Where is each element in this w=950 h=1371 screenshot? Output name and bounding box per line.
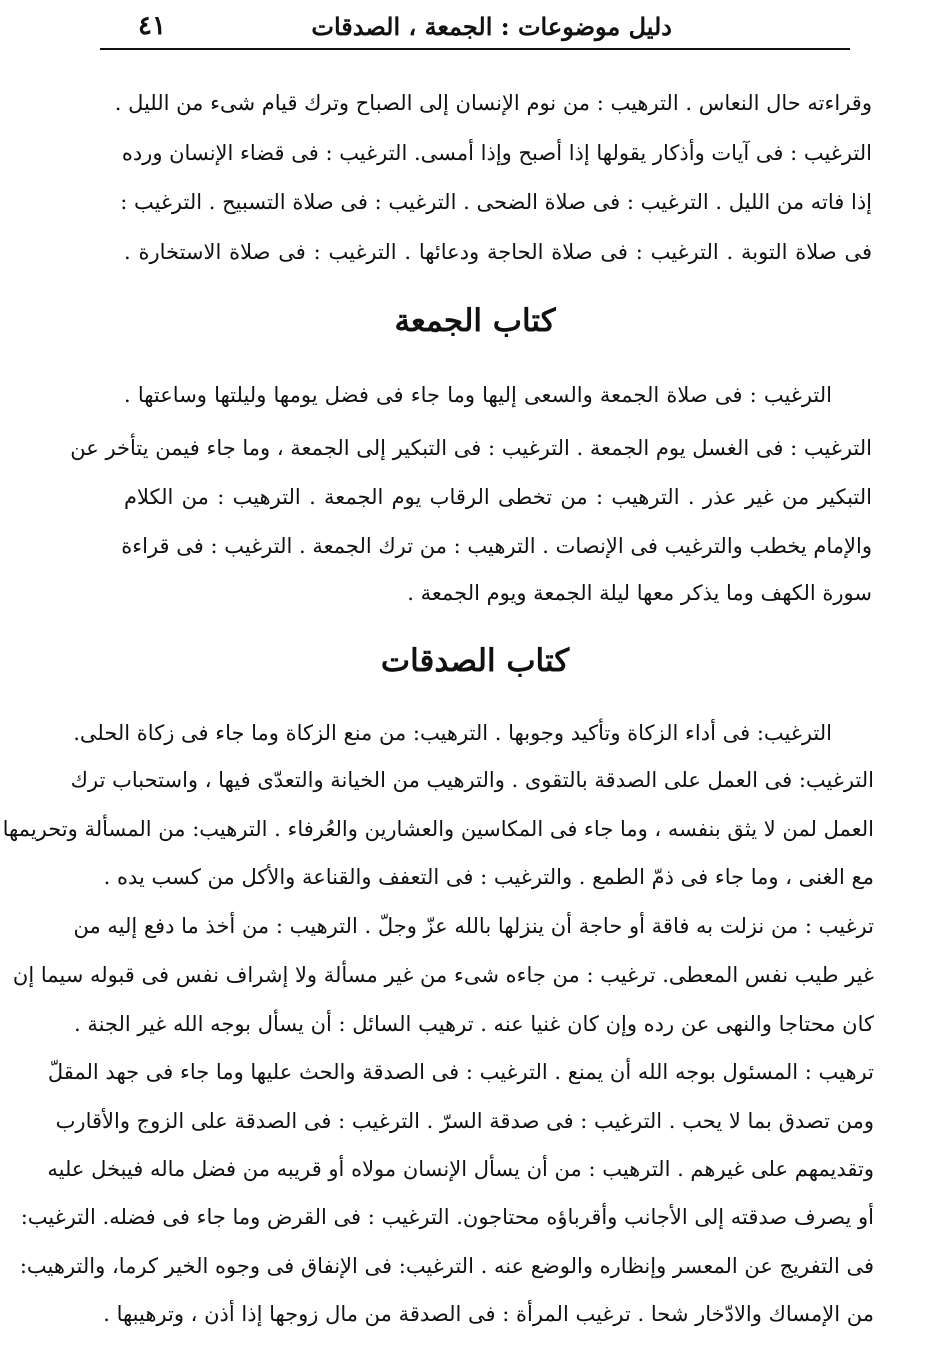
section-title-charity: كتاب الصدقات <box>380 643 570 679</box>
text-line: من الإمساك والادّخار شحا . ترغيب المرأة : فى الصدقة من مال زوجها إذا أذن ، وترهيبها . <box>103 1302 874 1326</box>
text-line: وتقديمهم على غيرهم . الترهيب : من أن يسأل الإنسان مولاه أو قريبه من فضل ماله فيبخل عليه <box>47 1157 874 1181</box>
text-line: إذا فاته من الليل . الترغيب : فى صلاة الضحى . الترغيب : فى صلاة التسبيح . الترغيب : <box>120 190 872 214</box>
section-title-friday: كتاب الجمعة <box>394 303 556 339</box>
text-line: وقراءته حال النعاس . الترهيب : من نوم الإنسان إلى الصباح وترك قيام شىء من الليل . <box>114 91 872 115</box>
text-line: أو يصرف صدقته إلى الأجانب وأقرباؤه محتاجون. الترغيب : فى القرض وما جاء فى فضله. الترغيب: <box>20 1205 874 1229</box>
text-line: فى التفريج عن المعسر وإنظاره والوضع عنه . الترغيب: فى الإنفاق فى وجوه الخير كرما، والترهيب: <box>19 1254 874 1278</box>
text-line: الترغيب: فى العمل على الصدقة بالتقوى . والترهيب من الخيانة والتعدّى فيها ، واستحباب ترك <box>70 768 874 792</box>
text-line: ترغيب : من نزلت به فاقة أو حاجة أن ينزلها بالله عزّ وجلّ . الترهيب : من أخذ ما دفع إليه من <box>73 914 874 938</box>
text-line: الترغيب : فى الغسل يوم الجمعة . الترغيب : فى التبكير إلى الجمعة ، وما جاء فيمن يتأخر عن <box>70 436 872 460</box>
text-line: الترغيب: فى أداء الزكاة وتأكيد وجوبها . الترهيب: من منع الزكاة وما جاء فى زكاة الحلى. <box>73 721 832 745</box>
text-line: سورة الكهف وما يذكر معها ليلة الجمعة ويوم الجمعة . <box>407 581 872 605</box>
page-number: ٤١ <box>138 11 166 41</box>
text-line: والإمام يخطب والترغيب فى الإنصات . الترهيب : من ترك الجمعة . الترغيب : فى قراءة <box>121 534 872 558</box>
text-line: مع الغنى ، وما جاء فى ذمّ الطمع . والترغيب : فى التعفف والقناعة والأكل من كسب يده . <box>103 865 874 889</box>
text-line: الترغيب : فى صلاة الجمعة والسعى إليها وما جاء فى فضل يومها وليلتها وساعتها . <box>124 383 832 407</box>
text-line: العمل لمن لا يثق بنفسه ، وما جاء فى المكاسين والعشارين والعُرفاء . الترهيب: من المسألة وتحريمها <box>2 817 874 841</box>
text-line: الترغيب : فى آيات وأذكار يقولها إذا أصبح وإذا أمسى. الترغيب : فى قضاء الإنسان ورده <box>121 141 872 165</box>
header-divider <box>100 48 850 50</box>
text-line: غير طيب نفس المعطى. ترغيب : من جاءه شىء من غير مسألة ولا إشراف نفس فى قبوله سيما إن <box>12 963 874 987</box>
text-line: ترهيب : المسئول بوجه الله أن يمنع . الترغيب : فى الصدقة والحث عليها وما جاء فى جهد المقلّ <box>47 1060 874 1084</box>
text-line: التبكير من غير عذر . الترهيب : من تخطى الرقاب يوم الجمعة . الترهيب : من الكلام <box>124 485 872 509</box>
text-line: ومن تصدق بما لا يحب . الترغيب : فى صدقة السرّ . الترغيب : فى الصدقة على الزوج والأقارب <box>55 1109 874 1133</box>
page-header <box>58 4 892 48</box>
text-line: فى صلاة التوبة . الترغيب : فى صلاة الحاجة ودعائها . الترغيب : فى صلاة الاستخارة . <box>124 240 872 264</box>
running-title: دليل موضوعات : الجمعة ، الصدقات <box>311 11 672 41</box>
text-line: كان محتاجا والنهى عن رده وإن كان غنيا عنه . ترهيب السائل : أن يسأل بوجه الله غير الجنة . <box>73 1012 874 1036</box>
